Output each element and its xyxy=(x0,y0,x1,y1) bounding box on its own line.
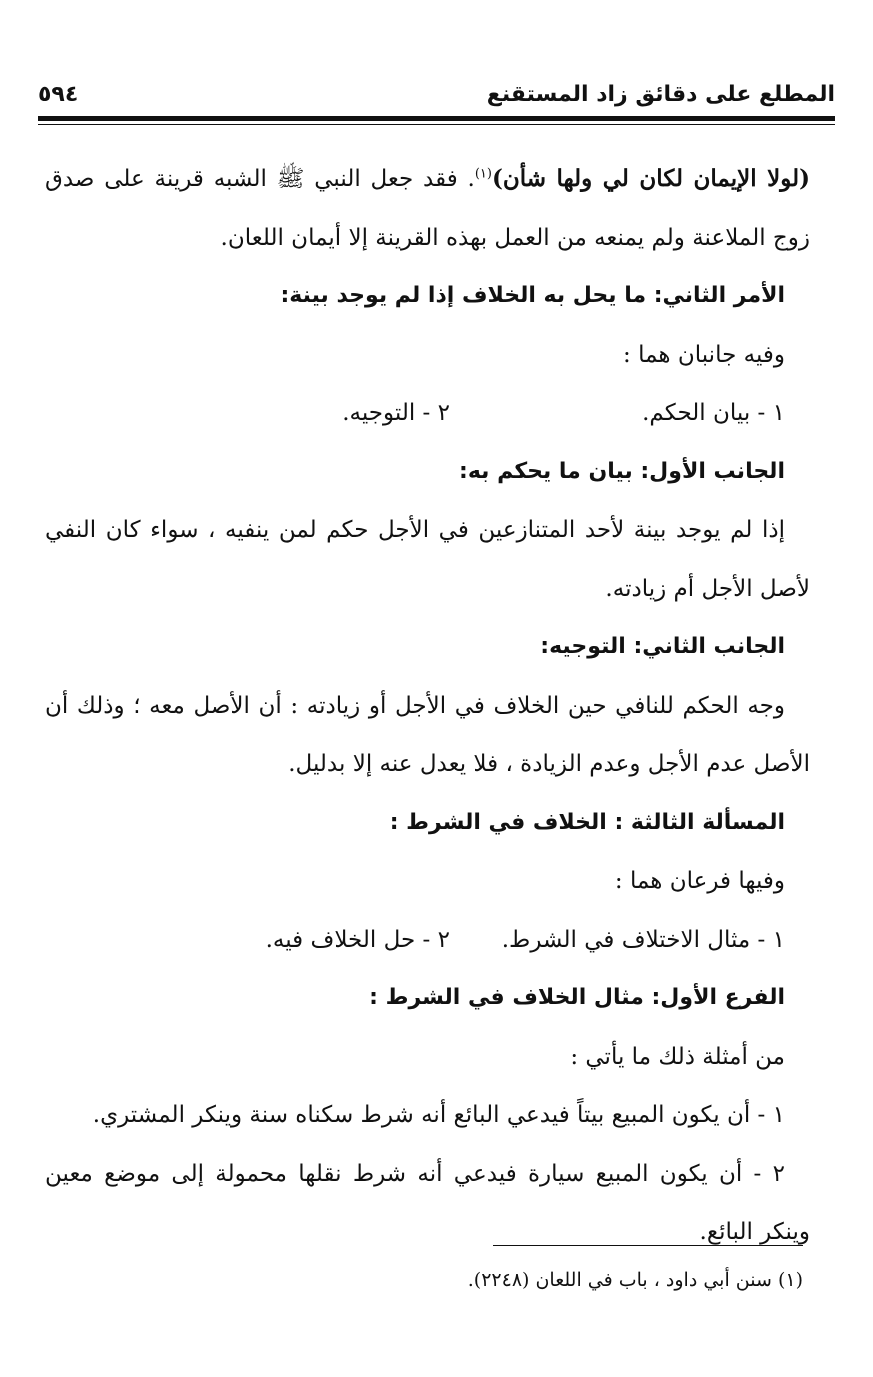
book-title: المطلع على دقائق زاد المستقنع xyxy=(486,81,835,107)
footnote-ref[interactable]: (١) xyxy=(474,166,492,182)
opening-paragraph xyxy=(45,150,810,267)
heading-second-matter: الأمر الثاني: ما يحل به الخلاف إذا لم يوجد بينة: xyxy=(280,283,785,308)
examples-intro: من أمثلة ذلك ما يأتي : xyxy=(570,1043,785,1070)
heading-first-branch: الفرع الأول: مثال الخلاف في الشرط : xyxy=(369,985,785,1010)
header-rule-thin xyxy=(38,124,835,125)
page-number: ٥٩٤ xyxy=(38,81,79,107)
side-item-2: ٢ - التوجيه. xyxy=(342,400,450,426)
two-sides-list xyxy=(45,384,810,443)
example-2: ٢ - أن يكون المبيع سيارة فيدعي أنه شرط نقلها محمولة إلى موضع معين وينكر البائع. xyxy=(45,1160,810,1245)
first-side-text: إذا لم يوجد بينة لأحد المتنازعين في الأجل حكم لمن ينفيه ، سواء كان النفي لأصل الأجل أم زيادته. xyxy=(45,517,810,602)
branch-item-1: ١ - مثال الاختلاف في الشرط. xyxy=(501,926,785,953)
side-item-1: ١ - بيان الحكم. xyxy=(642,400,785,426)
branches-list xyxy=(45,911,810,970)
heading-third-issue: المسألة الثالثة : الخلاف في الشرط : xyxy=(389,809,785,835)
example-1: ١ - أن يكون المبيع بيتاً فيدعي البائع أنه شرط سكناه سنة وينكر المشتري. xyxy=(92,1102,785,1128)
page-header xyxy=(38,76,835,112)
footnote-separator xyxy=(493,1245,803,1246)
heading-second-side: الجانب الثاني: التوجيه: xyxy=(540,634,785,659)
opening-text: . فقد جعل النبي ﷺ الشبه قرينة على صدق زوج الملاعنة ولم يمنعه من العمل بهذه القرينة إلا أيمان اللعان. xyxy=(45,166,810,251)
footnote: (١) سنن أبي داود ، باب في اللعان (٢٢٤٨). xyxy=(467,1269,803,1291)
two-sides-intro: وفيه جانبان هما : xyxy=(623,341,785,368)
hadith-quote: (لولا الإيمان لكان لي ولها شأن) xyxy=(491,165,810,192)
page-body xyxy=(45,150,810,1262)
second-side-text: وجه الحكم للنافي حين الخلاف في الأجل أو زيادته : أن الأصل معه ؛ وذلك أن الأصل عدم الأجل وعدم الزيادة ، فلا يعدل عنه إلا بدليل. xyxy=(45,692,810,777)
header-rule-thick xyxy=(38,116,835,121)
heading-first-side: الجانب الأول: بيان ما يحكم به: xyxy=(459,458,785,484)
branches-intro: وفيها فرعان هما : xyxy=(614,868,785,894)
branch-item-2: ٢ - حل الخلاف فيه. xyxy=(265,926,450,953)
